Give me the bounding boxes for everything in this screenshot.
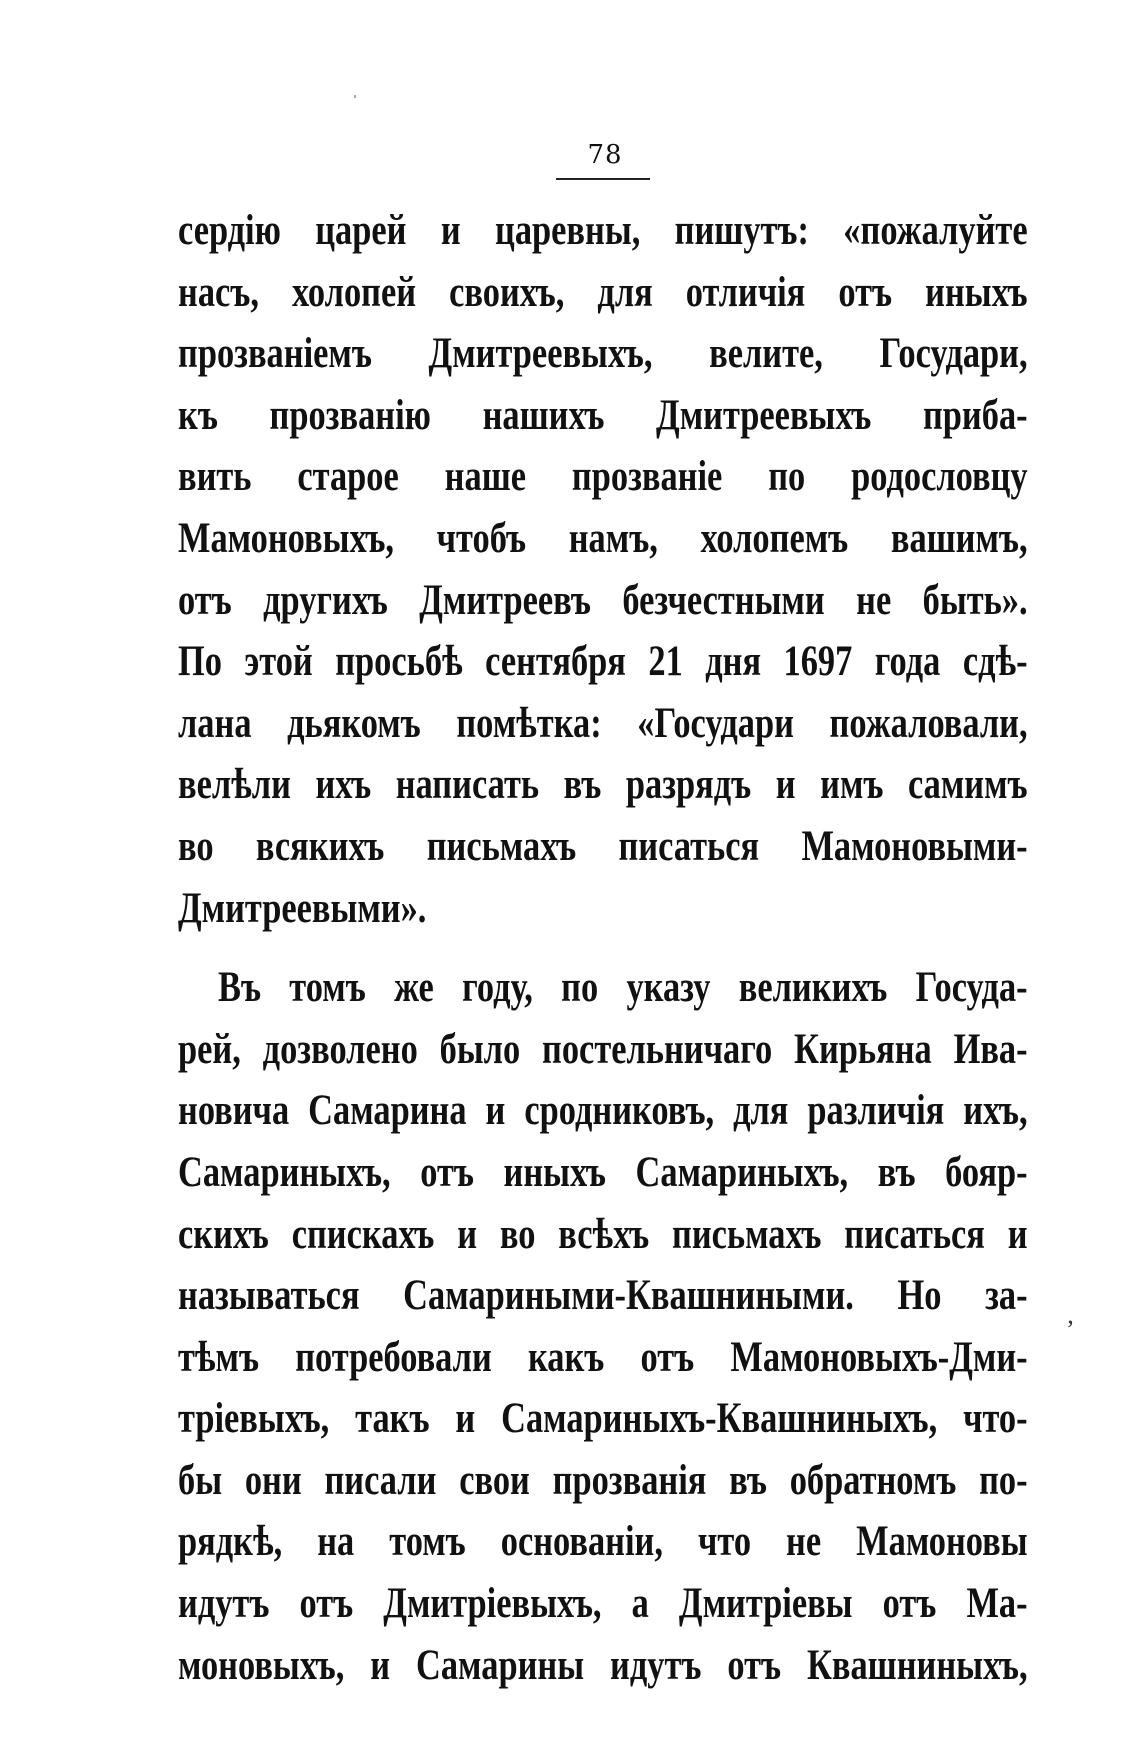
text-line: велѣли ихъ написать въ разрядъ и имъ самимъ (178, 761, 1028, 809)
body-text (178, 200, 1028, 1696)
page-number: 78 (587, 140, 623, 170)
text-line: рядкѣ, на томъ основанiи, что не Мамоновы (178, 1518, 1028, 1566)
text-line: скихъ спискахъ и во всѣхъ письмахъ писаться и (178, 1210, 1028, 1258)
text-line: насъ, холопей своихъ, для отличiя отъ иныхъ (178, 268, 1028, 316)
text-line: бы они писали свои прозванiя въ обратномъ по- (178, 1456, 1028, 1504)
text-line: трiевыхъ, такъ и Самариныхъ-Квашниныхъ, что- (178, 1395, 1028, 1443)
text-line: отъ другихъ Дмитреевъ безчестными не быть». (178, 576, 1028, 624)
text-line: къ прозванiю нашихъ Дмитреевыхъ приба- (178, 391, 1028, 439)
text-line: тѣмъ потребовали какъ отъ Мамоновыхъ-Дми- (178, 1333, 1028, 1381)
text-line: называться Самариными-Квашниными. Но за- (178, 1272, 1028, 1320)
text-line: По этой просьбѣ сентября 21 дня 1697 года сдѣ- (178, 638, 1028, 686)
text-line: Самариныхъ, отъ иныхъ Самариныхъ, въ бояр- (178, 1148, 1028, 1196)
text-line: во всякихъ письмахъ писаться Мамоновыми- (178, 822, 1028, 870)
text-line: прозванiемъ Дмитреевыхъ, велите, Государи, (178, 330, 1028, 378)
text-line: Въ томъ же году, по указу великихъ Госуда- (218, 964, 1028, 1012)
page-number-underline (556, 178, 650, 180)
paragraph-2 (178, 957, 1028, 1696)
text-line: сердiю царей и царевны, пишутъ: «пожалуйте (178, 207, 1028, 254)
paragraph-1 (178, 200, 1028, 939)
margin-mark: ‚ (1066, 1300, 1075, 1329)
text-line: новича Самарина и сродниковъ, для различiя ихъ, (178, 1087, 1028, 1135)
text-line: вить старое наше прозванiе по родословцу (178, 453, 1028, 501)
text-line: моновыхъ, и Самарины идутъ отъ Квашниныхъ, (178, 1641, 1028, 1689)
text-line: Дмитреевыми». (178, 884, 427, 932)
text-line: Мамоновыхъ, чтобъ намъ, холопемъ вашимъ, (178, 514, 1028, 562)
scan-speck (354, 95, 356, 98)
text-line: рей, дозволено было постельничаго Кирьяна Ива- (178, 1025, 1028, 1073)
text-line: идутъ отъ Дмитрiевыхъ, а Дмитрiевы отъ Ма- (178, 1580, 1028, 1628)
text-line: лана дьякомъ помѣтка: «Государи пожаловали, (178, 699, 1028, 747)
